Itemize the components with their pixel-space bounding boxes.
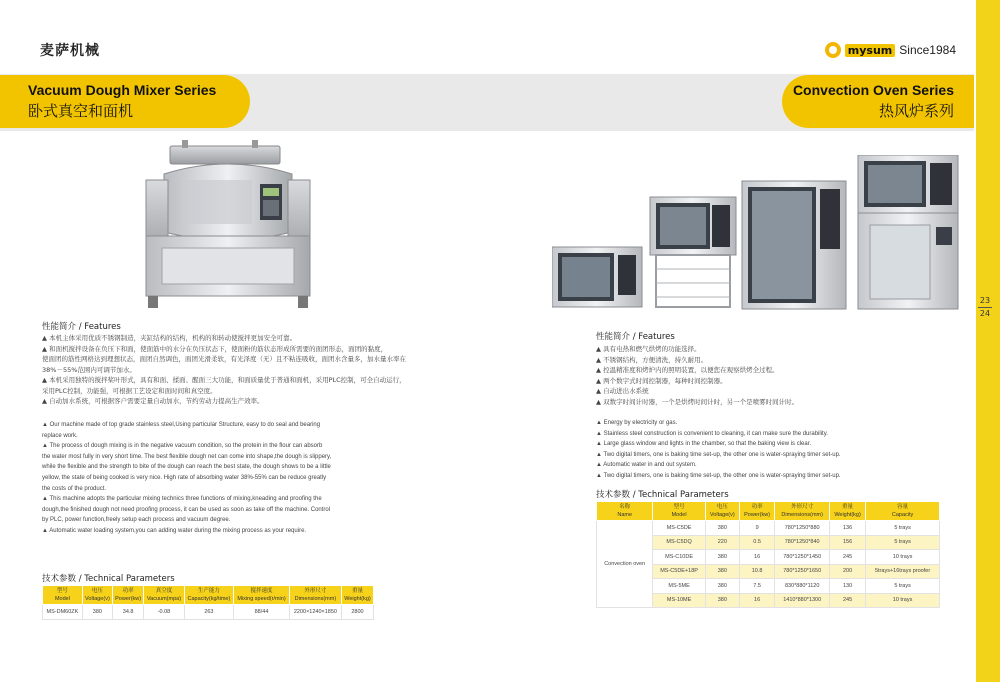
table-cell: 780*1250*840	[775, 535, 830, 550]
convection-ovens-image	[552, 155, 964, 315]
table-cell: -0.08	[144, 605, 184, 620]
table-cell: 380	[705, 593, 739, 608]
table-cell: MS-C10DE	[653, 550, 705, 565]
table-cell: 136	[829, 521, 865, 536]
brand-logo	[825, 42, 956, 58]
table-cell: 380	[705, 579, 739, 594]
table-cell: 16	[739, 550, 775, 565]
col-header: 电压 Voltage(v)	[705, 502, 739, 521]
table-cell: 220	[705, 535, 739, 550]
table-cell: 9	[739, 521, 775, 536]
oven-table-title: 技术参数 / Technical Parameters	[596, 490, 729, 500]
right-series-banner	[782, 75, 974, 128]
table-cell: 780*1250*880	[775, 521, 830, 536]
table-cell: 200	[829, 564, 865, 579]
oven-features-cn	[596, 344, 798, 407]
oven-feature-en-line: ▲ Energy by electricity or gas.	[596, 420, 678, 426]
col-header: 重量 Weight(kg)	[829, 502, 865, 521]
table-cell: 245	[829, 550, 865, 565]
oven-feature-cn-line: ▲ 自动进出水系统	[596, 387, 649, 395]
category-cell: Convection oven	[597, 521, 653, 608]
table-cell: 1410*880*1300	[775, 593, 830, 608]
table-cell: 380	[705, 564, 739, 579]
left-series-title-en: Vacuum Dough Mixer Series	[28, 82, 217, 98]
table-cell: 10.8	[739, 564, 775, 579]
mixer-feature-cn-line: 采用PLC控制，功能强，可根据工艺设定和面时间和真空度。	[42, 386, 217, 395]
table-cell: 2800	[341, 605, 373, 620]
table-cell: MS-10ME	[653, 593, 705, 608]
logo-wordmark: mysum	[845, 44, 895, 57]
table-cell: 5trays+16trays proofer	[866, 564, 940, 579]
col-header: 外形尺寸 Dimensions(mm)	[775, 502, 830, 521]
mixer-parameters-table	[42, 585, 374, 620]
oven-feature-en-line: ▲ Large glass window and lights in the chamber, so that the baking view is clear.	[596, 441, 812, 448]
page-numbers	[978, 295, 992, 320]
col-header: 名称 Name	[597, 502, 653, 521]
mixer-feature-en-line: replace work.	[42, 432, 78, 439]
col-header: 电压 Voltage(v)	[82, 586, 112, 605]
table-cell: 10 trays	[866, 593, 940, 608]
table-cell: 5 trays	[866, 521, 940, 536]
page-number-left: 23	[979, 296, 991, 305]
table-cell: 16	[739, 593, 775, 608]
table-cell: 156	[829, 535, 865, 550]
side-stripe	[976, 0, 1000, 682]
page-number-right: 24	[979, 309, 991, 318]
mixer-features-title: 性能简介 / Features	[42, 322, 121, 332]
mixer-feature-cn-line: ▲ 本机主体采用优质不锈钢制造，夹缸结构的结构，机构的和转动使搅拌更加安全可靠。	[42, 334, 297, 342]
table-cell: 380	[705, 550, 739, 565]
oven-feature-en-line: ▲ Automatic water in and out system.	[596, 462, 697, 469]
table-cell: 5 trays	[866, 535, 940, 550]
mixer-feature-en-line: while the flexible and the strength to bite of the dough can reach the best state, the dough shows to be a little	[42, 464, 331, 471]
col-header: 功率 Power(kw)	[112, 586, 143, 605]
mixer-table-title: 技术参数 / Technical Parameters	[42, 574, 175, 584]
since-text: Since1984	[899, 43, 956, 57]
right-series-title-cn: 热风炉系列	[878, 102, 954, 120]
oven-feature-cn-line: ▲ 控温精准度和烤炉内的照明装置，以便您在观察烘烤全过程。	[596, 366, 779, 374]
table-cell: 780*1250*1650	[775, 564, 830, 579]
mixer-feature-cn-line: 使面团的筋性网格达到理想状态，面团自然调色，面团光滑柔软，有光泽度（无）且不粘连吸收，面团水含量多，加水量水率在	[42, 355, 406, 363]
oven-feature-en-line: ▲ Two digital timers, one is baking time set-up, the other one is water-spraying timer set-up.	[596, 451, 841, 458]
table-cell: 263	[184, 605, 234, 620]
mixer-feature-en-line: ▲ Automatic water loading system,you can adding water during the mixing process as your require.	[42, 527, 307, 534]
table-cell: 2200×1240×1850	[289, 605, 341, 620]
mixer-feature-en-line: the costs of the product.	[42, 485, 107, 492]
left-series-title-cn: 卧式真空和面机	[28, 102, 134, 120]
table-cell: MS-DM60ZK	[43, 605, 83, 620]
oven-features-title: 性能简介 / Features	[596, 332, 675, 342]
oven-feature-en-line: ▲ Two digital timers, one is baking time set-up, the other one is water-spraying timer set-up.	[596, 472, 841, 479]
table-header-row	[597, 502, 940, 521]
table-cell: 88/44	[234, 605, 290, 620]
table-cell: 130	[829, 579, 865, 594]
right-series-title-en: Convection Oven Series	[792, 82, 954, 98]
oven-feature-en-line: ▲ Stainless steel construction is convenient to cleaning, it can make sure the durability.	[596, 430, 828, 437]
oven-features-en	[596, 418, 841, 482]
col-header: 搅拌速度 Mixing speed(r/min)	[234, 586, 290, 605]
oven-feature-cn-line: ▲ 不锈钢结构，方便清洗，持久耐用。	[596, 355, 708, 364]
table-cell: 34.8	[112, 605, 143, 620]
table-cell: 5 trays	[866, 579, 940, 594]
mixer-feature-cn-line: ▲ 自动加水系统，可根据客户需要定量自动加水，节约劳动力提高生产效率。	[42, 397, 264, 405]
mixer-feature-en-line: the water most fully in very short time. The best flexible dough net can come into shape,the dough is slippery,	[42, 453, 332, 460]
left-series-banner	[0, 75, 250, 128]
oven-feature-cn-line: ▲ 具有电热和燃气烘烤的功能选择。	[596, 345, 701, 353]
oven-feature-cn-line: ▲ 两个数字式时间控制器，每种时间控制器。	[596, 376, 727, 385]
table-cell: 830*880*1120	[775, 579, 830, 594]
table-cell: 0.5	[739, 535, 775, 550]
oven-feature-cn-line: ▲ 双数字时间计时器，一个是烘烤时间计时，另一个是喷雾时间计时。	[596, 397, 799, 406]
table-cell: 245	[829, 593, 865, 608]
col-header: 型号 Model	[43, 586, 83, 605]
vacuum-dough-mixer-image	[142, 140, 314, 310]
mixer-feature-en-line: ▲ Our machine made of top grade stainless steel,Using particular Structure, easy to do seal and bearing	[42, 422, 321, 428]
mixer-features-cn	[42, 333, 406, 407]
mixer-feature-cn-line: ▲ 本机采用独特的搅拌桨叶形式，具有和面、揉面、醒面三大功能，和面质量优于普通和面机，采用PLC控制，可全自动运行，	[42, 376, 406, 384]
mixer-feature-en-line: yellow, the state of being cooked is very nice. High rate of absorbing water 38%-55% can be reduce greatly	[42, 474, 327, 481]
col-header: 外形尺寸 Dimensions(mm)	[289, 586, 341, 605]
table-cell: 380	[705, 521, 739, 536]
table-cell: 10 trays	[866, 550, 940, 565]
mixer-feature-en-line: ▲ This machine adopts the particular mixing technics three functions of mixing,kneading and proofing the	[42, 496, 322, 503]
table-cell: MS-C5DQ	[653, 535, 705, 550]
table-cell: MS-5ME	[653, 579, 705, 594]
brand-name-cn: 麦萨机械	[40, 43, 100, 59]
oven-parameters-table	[596, 501, 940, 608]
gear-logo-icon	[825, 42, 841, 58]
table-cell: MS-C5DE	[653, 521, 705, 536]
col-header: 型号 Model	[653, 502, 705, 521]
col-header: 真空度 Vacuum(mpa)	[144, 586, 184, 605]
mixer-feature-cn-line: ▲ 和面机搅拌设备在负压下和面，使面筋中的水分在负压状态下，使面粉的筋状态形成所需要的面团形态，面团的黏度，	[42, 344, 388, 353]
mixer-feature-en-line: ▲ The process of dough mixing is in the negative vacuum condition, so the protein in the flour can absorb	[42, 443, 323, 450]
table-cell: 780*1250*1450	[775, 550, 830, 565]
mixer-feature-cn-line: 38%－55%范围内可调节加水。	[42, 365, 136, 374]
mixer-feature-en-line: by PLC, power function,freely setup each process and vacuum degree.	[42, 517, 231, 524]
table-row	[597, 521, 940, 536]
table-cell: 380	[82, 605, 112, 620]
col-header: 重量 Weight(kg)	[341, 586, 373, 605]
table-cell: MS-C5DE+18P	[653, 564, 705, 579]
col-header: 功率 Power(kw)	[739, 502, 775, 521]
table-row	[43, 605, 374, 620]
mixer-feature-en-line: dough,the finished dough not need proofing process, it can be used as soon as take off the machine. Control	[42, 506, 331, 513]
table-cell: 7.5	[739, 579, 775, 594]
mixer-features-en	[42, 420, 331, 537]
col-header: 生产能力 Capacity(kg/time)	[184, 586, 234, 605]
table-header-row	[43, 586, 374, 605]
col-header: 容量 Capacity	[866, 502, 940, 521]
